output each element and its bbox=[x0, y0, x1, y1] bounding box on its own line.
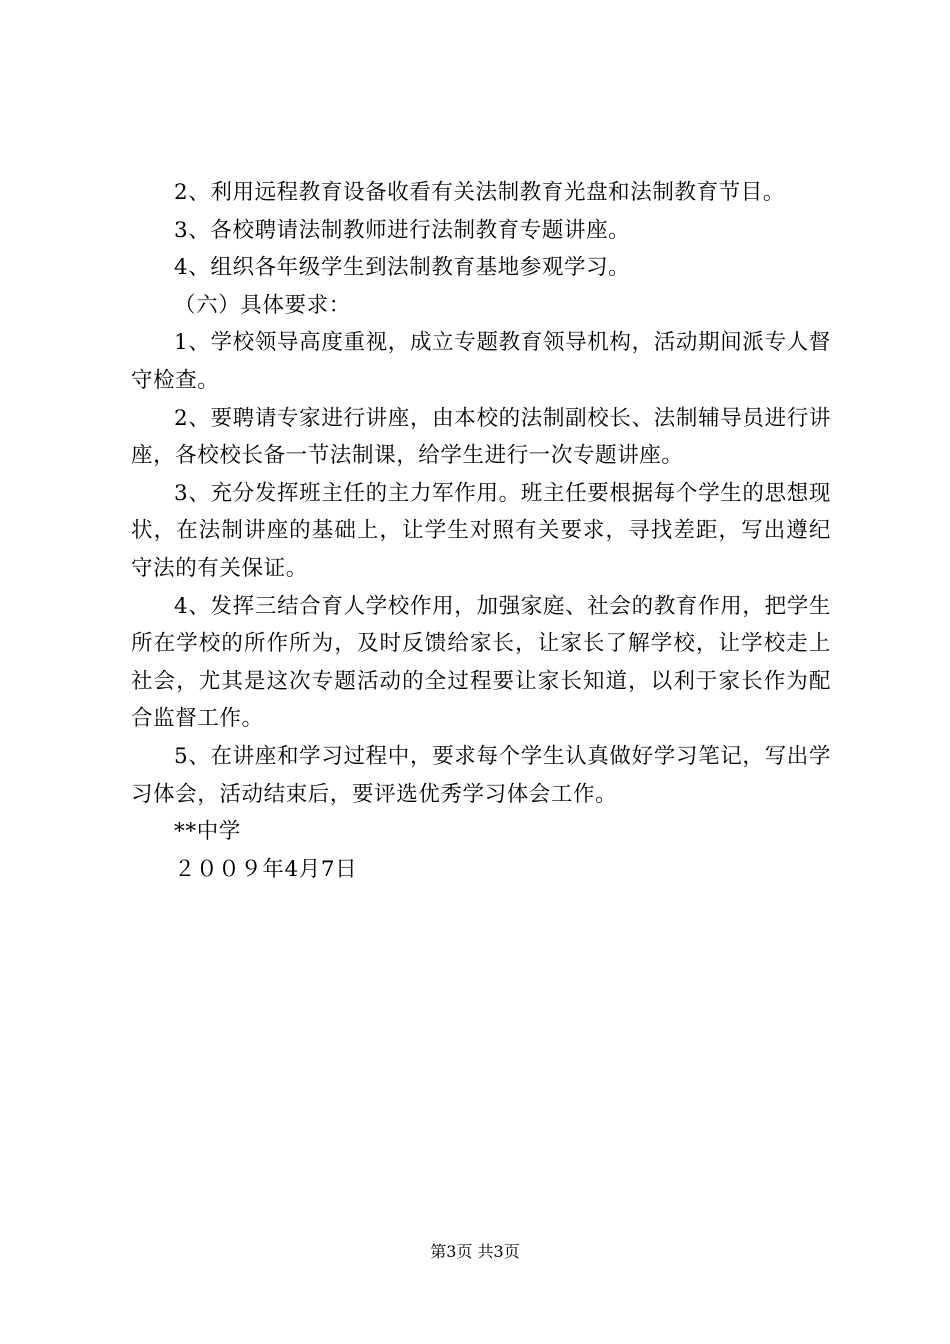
page-footer: 第3页 共3页 bbox=[430, 1242, 520, 1261]
signature-date: ２００９年4月7日 bbox=[174, 856, 358, 882]
section-heading-requirements: （六）具体要求： bbox=[174, 292, 351, 318]
requirement-item-2: 2、要聘请专家进行讲座，由本校的法制副校长、法制辅导员进行讲座，各校校长备一节法制课，给学生进行一次专题讲座。 bbox=[131, 405, 831, 469]
paragraph-item-4: 4、组织各年级学生到法制教育基地参观学习。 bbox=[174, 255, 631, 281]
document-body bbox=[131, 174, 831, 888]
signature-school: **中学 bbox=[174, 819, 241, 845]
paragraph-item-2: 2、利用远程教育设备收看有关法制教育光盘和法制教育节目。 bbox=[174, 180, 785, 205]
paragraph-item-3: 3、各校聘请法制教师进行法制教育专题讲座。 bbox=[174, 217, 631, 243]
requirement-item-5: 5、在讲座和学习过程中，要求每个学生认真做好学习笔记，写出学习体会，活动结束后，要评选优秀学习体会工作。 bbox=[131, 743, 831, 807]
requirement-item-1: 1、学校领导高度重视，成立专题教育领导机构，活动期间派专人督守检查。 bbox=[131, 330, 831, 393]
requirement-item-4: 4、发挥三结合育人学校作用，加强家庭、社会的教育作用，把学生所在学校的所作所为，及时反馈给家长，让家长了解学校，让学校走上社会，尤其是这次专题活动的全过程要让家长知道，以利于家长作为配合监督工作。 bbox=[131, 593, 831, 732]
requirement-item-3: 3、充分发挥班主任的主力军作用。班主任要根据每个学生的思想现状，在法制讲座的基础上，让学生对照有关要求，寻找差距，写出遵纪守法的有关保证。 bbox=[131, 480, 831, 581]
